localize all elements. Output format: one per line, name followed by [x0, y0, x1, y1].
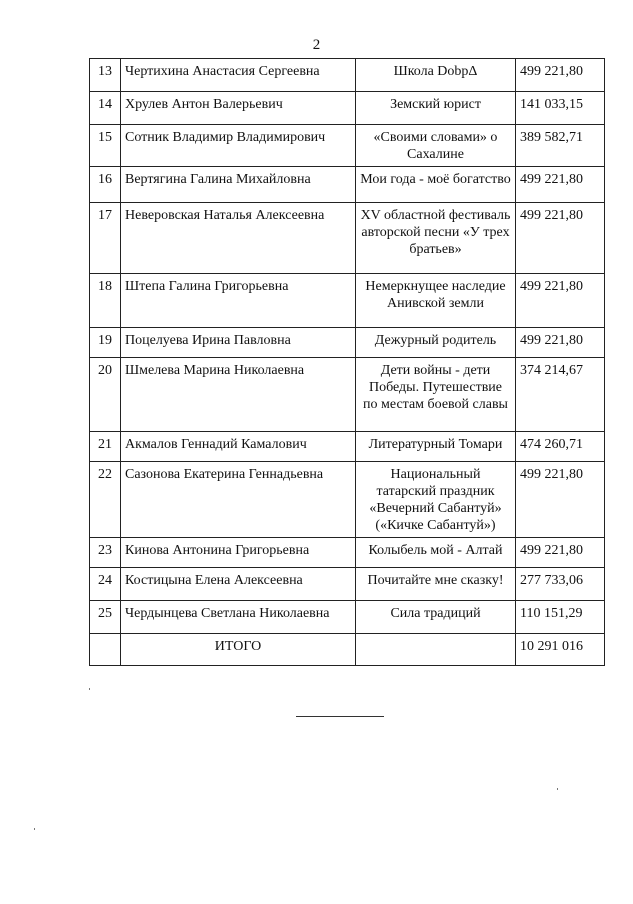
project-title: Колыбель мой - Алтай [356, 538, 516, 568]
row-number: 19 [90, 328, 121, 358]
total-project-cell [356, 634, 516, 666]
project-title: Земский юрист [356, 92, 516, 125]
project-title: Сила традиций [356, 601, 516, 634]
grant-amount: 499 221,80 [516, 203, 605, 274]
row-number: 14 [90, 92, 121, 125]
grants-table [89, 58, 605, 666]
grant-amount: 374 214,67 [516, 358, 605, 432]
page-number: 2 [312, 37, 321, 53]
table-row [90, 538, 605, 568]
table-row [90, 59, 605, 92]
row-number: 21 [90, 432, 121, 462]
project-title: Почитайте мне сказку! [356, 568, 516, 601]
grant-amount: 499 221,80 [516, 59, 605, 92]
scan-speck [34, 828, 35, 830]
applicant-name: Сотник Владимир Владимирович [121, 125, 356, 167]
table-row [90, 167, 605, 203]
applicant-name: Чердынцева Светлана Николаевна [121, 601, 356, 634]
row-number: 25 [90, 601, 121, 634]
applicant-name: Костицына Елена Алексеевна [121, 568, 356, 601]
scan-speck [557, 788, 558, 790]
row-number: 24 [90, 568, 121, 601]
grant-amount: 277 733,06 [516, 568, 605, 601]
row-number: 15 [90, 125, 121, 167]
row-number: 20 [90, 358, 121, 432]
scan-speck [89, 688, 90, 690]
table-row [90, 462, 605, 538]
grant-amount: 141 033,15 [516, 92, 605, 125]
table-row [90, 568, 605, 601]
row-number: 17 [90, 203, 121, 274]
row-number: 23 [90, 538, 121, 568]
table-row [90, 125, 605, 167]
applicant-name: Акмалов Геннадий Камалович [121, 432, 356, 462]
total-number-cell [90, 634, 121, 666]
project-title: Школа DobpΔ [356, 59, 516, 92]
row-number: 22 [90, 462, 121, 538]
project-title: Дети войны - дети Победы. Путешествие по местам боевой славы [356, 358, 516, 432]
project-title: «Своими словами» о Сахалине [356, 125, 516, 167]
grant-amount: 499 221,80 [516, 538, 605, 568]
grant-amount: 499 221,80 [516, 167, 605, 203]
table-row [90, 358, 605, 432]
table-row [90, 601, 605, 634]
table-row [90, 92, 605, 125]
project-title: Национальный татарский праздник «Вечерний Сабантуй» («Кичке Сабантуй») [356, 462, 516, 538]
applicant-name: Шмелева Марина Николаевна [121, 358, 356, 432]
total-label: ИТОГО [121, 634, 356, 666]
applicant-name: Чертихина Анастасия Сергеевна [121, 59, 356, 92]
row-number: 18 [90, 274, 121, 328]
applicant-name: Сазонова Екатерина Геннадьевна [121, 462, 356, 538]
table-row [90, 432, 605, 462]
applicant-name: Штепа Галина Григорьевна [121, 274, 356, 328]
applicant-name: Кинова Антонина Григорьевна [121, 538, 356, 568]
grant-amount: 389 582,71 [516, 125, 605, 167]
project-title: Литературный Томари [356, 432, 516, 462]
row-number: 13 [90, 59, 121, 92]
grant-amount: 110 151,29 [516, 601, 605, 634]
grant-amount: 499 221,80 [516, 328, 605, 358]
row-number: 16 [90, 167, 121, 203]
grant-amount: 499 221,80 [516, 462, 605, 538]
project-title: Немеркнущее наследие Анивской земли [356, 274, 516, 328]
table-row [90, 274, 605, 328]
applicant-name: Неверовская Наталья Алексеевна [121, 203, 356, 274]
total-amount: 10 291 016 [516, 634, 605, 666]
project-title: Дежурный родитель [356, 328, 516, 358]
applicant-name: Хрулев Антон Валерьевич [121, 92, 356, 125]
total-row [90, 634, 605, 666]
table-row [90, 328, 605, 358]
table-row [90, 203, 605, 274]
applicant-name: Вертягина Галина Михайловна [121, 167, 356, 203]
applicant-name: Поцелуева Ирина Павловна [121, 328, 356, 358]
grant-amount: 474 260,71 [516, 432, 605, 462]
project-title: Мои года - моё богатство [356, 167, 516, 203]
project-title: XV областной фестиваль авторской песни «У трех братьев» [356, 203, 516, 274]
closing-divider-line [296, 716, 384, 717]
grant-amount: 499 221,80 [516, 274, 605, 328]
